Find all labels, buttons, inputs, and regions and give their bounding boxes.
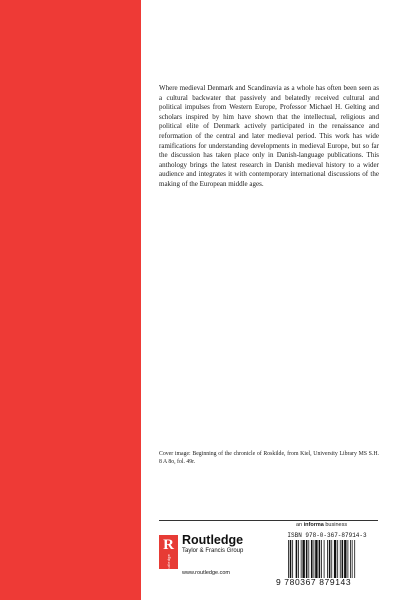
informa-suffix: business [323,522,348,528]
publisher-group: Taylor & Francis Group [182,548,244,554]
publisher-url: www.routledge.com [182,570,230,576]
red-band [0,0,141,600]
informa-business-tag [296,522,347,528]
informa-brand: informa [303,522,324,528]
barcode-icon [287,540,379,578]
routledge-logo-icon [159,535,178,575]
logo-letter: R [163,537,174,553]
publisher-name: Routledge [182,533,244,547]
cover-image-caption: Cover image: Beginning of the chronicle of Roskilde, from Kiel, University Library MS S.H. 8 A 8o, fol. 49r. [159,451,379,465]
back-cover-blurb: Where medieval Denmark and Scandinavia as a whole has often been seen as a cultural backwater that passively and belatedly received cultural and political impulses from Western Europe, Professor Michael H. Gelting and scholars inspired by him have shown that the intellectual, religious and political elite of Denmark actively participated in the renaissance and reformation of the central and later medieval period. This work has wide ramifications for understanding developments in medieval Europe, but so far the discussion has taken place only in Danish-language publications. This anthology brings the latest research in Danish medieval history to a wider audience and integrates it with contemporary international discussions of the making of the European middle ages. [159,84,379,188]
logo-vertical-text: Routledge [165,554,171,575]
informa-prefix: an [296,522,304,528]
isbn-label: ISBN 978-0-367-87914-3 [287,532,367,539]
footer-divider [159,520,378,521]
barcode-digits: 9 780367 879143 [276,577,352,587]
